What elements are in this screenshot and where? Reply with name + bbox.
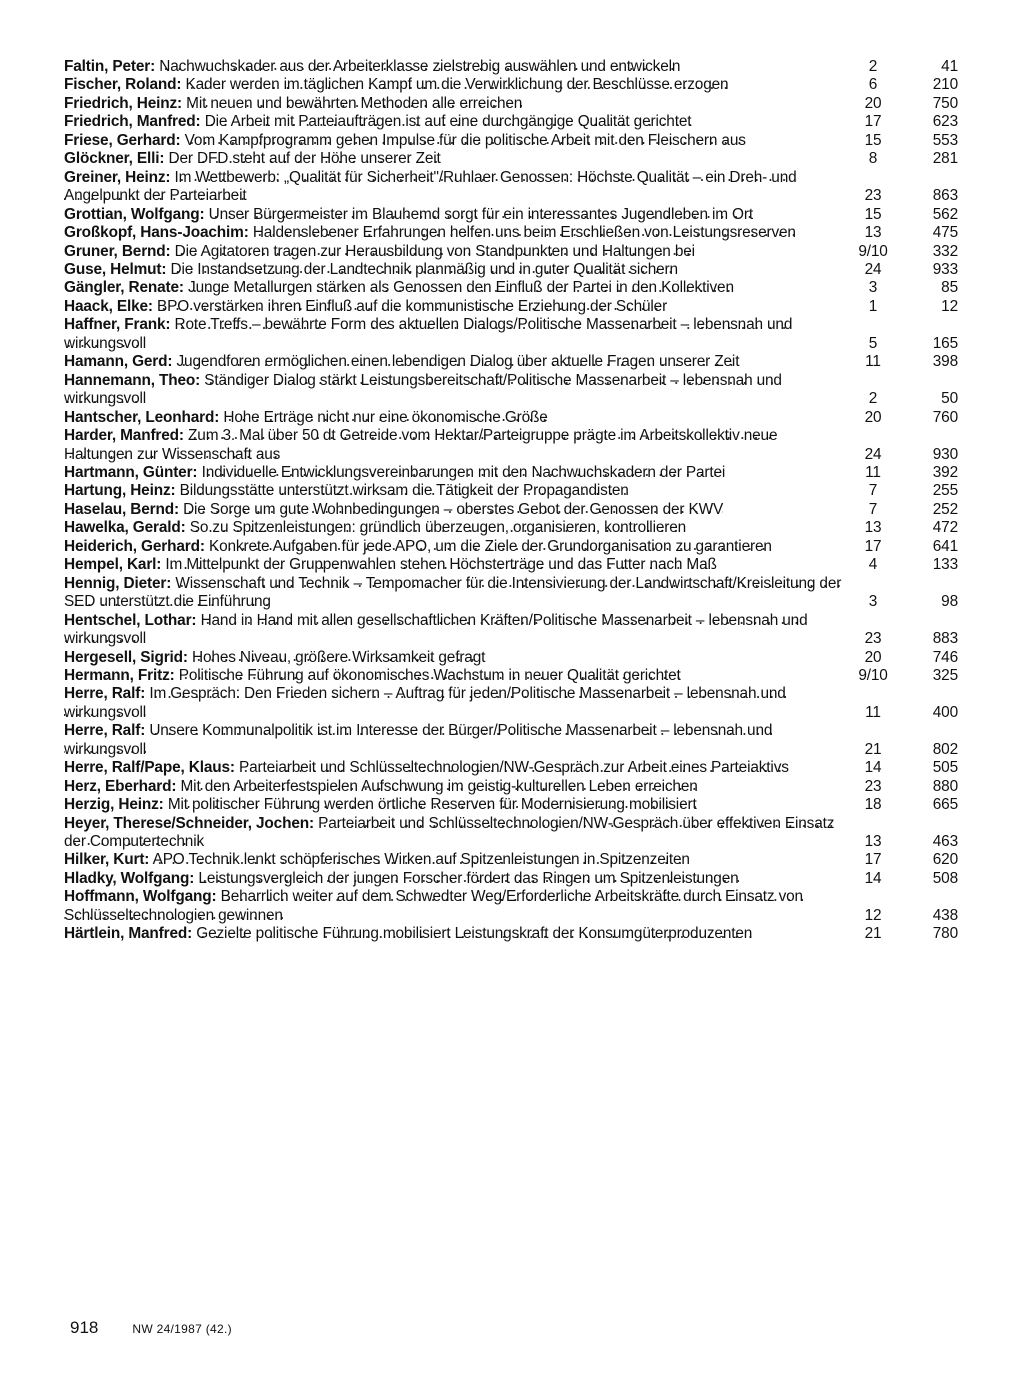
entry-author: Heyer, Therese/Schneider, Jochen: [64, 814, 314, 832]
index-entry [64, 298, 964, 316]
index-entry [64, 501, 964, 519]
entry-page: 252 [932, 500, 958, 518]
entry-issue: 21 [864, 925, 882, 943]
entry-text [64, 169, 842, 206]
index-entry [64, 888, 964, 925]
entry-title: Unsere Kommunalpolitik ist im Interesse der Bürger/Politische Massenarbeit – lebensnah und wirkungsvoll [64, 722, 773, 758]
entry-title: Individuelle Entwicklungsvereinbarungen mit den Nachwuchskadern der Partei [201, 463, 726, 481]
author-index-list [64, 58, 964, 944]
entry-issue: 23 [864, 777, 882, 795]
index-entry [64, 575, 964, 612]
page-number: 918 [70, 1318, 99, 1337]
entry-title: Bildungsstätte unterstützt wirksam die Tätigkeit der Propagandisten [179, 482, 629, 500]
entry-issue: 23 [864, 630, 882, 648]
entry-text [64, 279, 842, 297]
entry-page: 12 [941, 297, 958, 315]
entry-title: Politische Führung auf ökonomisches Wachstum in neuer Qualität gerichtet [178, 666, 681, 684]
entry-title: Beharrlich weiter auf dem Schwedter Weg/Erforderliche Arbeitskräfte durch Einsatz von Schlüsseltechnologien gewinnen [64, 888, 803, 924]
index-entry [64, 261, 964, 279]
entry-text [64, 464, 842, 482]
entry-issue: 18 [864, 796, 882, 814]
entry-author: Greiner, Heinz: [64, 168, 171, 186]
entry-issue: 13 [864, 833, 882, 851]
entry-title: Parteiarbeit und Schlüsseltechnologien/NW-Gespräch zur Arbeit eines Parteiaktivs [239, 759, 789, 777]
index-entry [64, 58, 964, 76]
entry-author: Gruner, Bernd: [64, 242, 171, 260]
entry-text [64, 206, 842, 224]
entry-text [64, 113, 842, 131]
entry-author: Friese, Gerhard: [64, 131, 181, 149]
entry-author: Glöckner, Elli: [64, 150, 165, 168]
entry-issue: 11 [865, 353, 881, 371]
entry-author: Herre, Ralf: [64, 722, 146, 740]
entry-title: Die Agitatoren tragen zur Herausbildung von Standpunkten und Haltungen bei [174, 242, 695, 260]
entry-page: 398 [932, 353, 958, 371]
entry-page: 665 [932, 796, 958, 814]
entry-issue: 23 [864, 187, 882, 205]
entry-issue: 17 [864, 537, 882, 555]
entry-text [64, 427, 842, 464]
index-entry [64, 169, 964, 206]
index-entry [64, 95, 964, 113]
entry-text [64, 409, 842, 427]
entry-author: Hennig, Dieter: [64, 574, 172, 592]
entry-page: 438 [932, 906, 958, 924]
entry-title: Rote Treffs – bewährte Form des aktuellen Dialogs/Politische Massenarbeit – lebensnah und wirkungsvoll [64, 316, 793, 352]
entry-issue: 3 [868, 279, 878, 297]
entry-author: Friedrich, Heinz: [64, 94, 183, 112]
entry-title: Im Gespräch: Den Frieden sichern – Auftrag für jeden/Politische Massenarbeit – lebensnah und wirkungsvoll [64, 685, 786, 721]
entry-page: 98 [941, 593, 958, 611]
entry-title: Haldenslebener Erfahrungen helfen uns beim Erschließen von Leistungsreserven [252, 224, 796, 242]
entry-issue: 6 [868, 76, 878, 94]
entry-text [64, 685, 842, 722]
entry-issue: 21 [864, 740, 882, 758]
entry-text [64, 372, 842, 409]
entry-title: Der DFD steht auf der Höhe unserer Zeit [168, 150, 441, 168]
index-entry [64, 519, 964, 537]
entry-text [64, 224, 842, 242]
index-entry [64, 279, 964, 297]
index-entry [64, 132, 964, 150]
entry-title: Kader werden im täglichen Kampf um die Verwirklichung der Beschlüsse erzogen [185, 76, 729, 94]
entry-page: 210 [932, 76, 958, 94]
entry-text [64, 482, 842, 500]
entry-issue: 17 [864, 113, 882, 131]
entry-page: 620 [932, 851, 958, 869]
entry-text [64, 870, 842, 888]
entry-title: So zu Spitzenleistungen: gründlich überzeugen, organisieren, kontrollieren [189, 519, 687, 537]
entry-title: Mit politischer Führung werden örtliche Reserven für Modernisierung mobilisiert [167, 796, 697, 814]
index-entry [64, 243, 964, 261]
index-entry [64, 76, 964, 94]
entry-author: Faltin, Peter: [64, 58, 156, 75]
entry-author: Haffner, Frank: [64, 316, 171, 334]
entry-issue: 15 [864, 205, 882, 223]
entry-issue: 2 [868, 390, 878, 408]
entry-text [64, 150, 842, 168]
entry-issue: 1 [868, 297, 878, 315]
entry-text [64, 888, 842, 925]
entry-page: 165 [932, 334, 958, 352]
index-entry [64, 796, 964, 814]
entry-page: 746 [932, 648, 958, 666]
entry-page: 562 [932, 205, 958, 223]
entry-issue: 3 [868, 593, 878, 611]
entry-text [64, 298, 842, 316]
index-entry [64, 409, 964, 427]
index-entry [64, 851, 964, 869]
entry-issue: 24 [864, 260, 882, 278]
entry-text [64, 815, 842, 852]
entry-page: 133 [932, 556, 958, 574]
entry-page: 508 [932, 869, 958, 887]
entry-author: Herz, Eberhard: [64, 777, 177, 795]
entry-page: 475 [932, 224, 958, 242]
entry-text [64, 58, 842, 76]
entry-page: 780 [932, 925, 958, 943]
entry-author: Haselau, Bernd: [64, 500, 179, 518]
entry-author: Herre, Ralf/Pape, Klaus: [64, 759, 235, 777]
entry-page: 883 [932, 630, 958, 648]
entry-page: 400 [932, 703, 958, 721]
entry-issue: 4 [868, 556, 878, 574]
entry-text [64, 556, 842, 574]
entry-text [64, 759, 842, 777]
entry-author: Hartung, Heinz: [64, 482, 176, 500]
entry-issue: 9/10 [858, 666, 888, 684]
entry-author: Guse, Helmut: [64, 260, 167, 278]
entry-issue: 8 [868, 150, 878, 168]
entry-title: Mit den Arbeiterfestspielen Aufschwung im geistig-kulturellen Leben erreichen [180, 777, 698, 795]
index-entry [64, 815, 964, 852]
entry-author: Heiderich, Gerhard: [64, 537, 205, 555]
page-footer [70, 1318, 232, 1338]
entry-title: Die Instandsetzung der Landtechnik planmäßig und in guter Qualität sichern [170, 260, 678, 278]
entry-issue: 7 [868, 500, 878, 518]
entry-issue: 17 [864, 851, 882, 869]
entry-author: Hentschel, Lothar: [64, 611, 197, 629]
index-entry [64, 925, 964, 943]
entry-text [64, 243, 842, 261]
entry-text [64, 612, 842, 649]
entry-author: Hartmann, Günter: [64, 463, 198, 481]
entry-author: Hoffmann, Wolfgang: [64, 888, 217, 906]
entry-author: Friedrich, Manfred: [64, 113, 201, 131]
entry-text [64, 538, 842, 556]
entry-title: Hand in Hand mit allen gesellschaftlichen Kräften/Politische Massenarbeit – lebensnah und wirkungsvoll [64, 611, 808, 648]
index-entry [64, 722, 964, 759]
entry-issue: 11 [865, 463, 881, 481]
entry-text [64, 132, 842, 150]
entry-issue: 2 [868, 58, 878, 75]
entry-title: Hohe Erträge nicht nur eine ökonomische Größe [223, 408, 548, 426]
entry-author: Hannemann, Theo: [64, 371, 201, 389]
entry-author: Großkopf, Hans-Joachim: [64, 224, 249, 242]
entry-page: 255 [932, 482, 958, 500]
entry-page: 505 [932, 759, 958, 777]
entry-issue: 12 [864, 906, 882, 924]
entry-issue: 20 [864, 648, 882, 666]
index-entry [64, 612, 964, 649]
index-entry [64, 649, 964, 667]
index-entry [64, 556, 964, 574]
entry-page: 281 [932, 150, 958, 168]
entry-issue: 5 [868, 334, 878, 352]
entry-title: Zum 3. Mal über 50 dt Getreide vom Hektar/Parteigruppe prägte im Arbeitskollektiv neue Haltungen zur Wissenschaft aus [64, 427, 778, 463]
entry-page: 930 [932, 445, 958, 463]
entry-page: 641 [932, 537, 958, 555]
index-entry [64, 353, 964, 371]
entry-page: 392 [932, 463, 958, 481]
entry-author: Hermann, Fritz: [64, 666, 175, 684]
entry-page: 623 [932, 113, 958, 131]
entry-title: Die Sorge um gute Wohnbedingungen – oberstes Gebot der Genossen der KWV [183, 500, 724, 518]
entry-issue: 20 [864, 408, 882, 426]
entry-title: Hohes Niveau, größere Wirksamkeit gefragt [192, 648, 486, 666]
entry-author: Hergesell, Sigrid: [64, 648, 188, 666]
index-entry [64, 759, 964, 777]
entry-author: Härtlein, Manfred: [64, 925, 193, 943]
entry-author: Grottian, Wolfgang: [64, 205, 205, 223]
entry-title: Vom Kampfprogramm gehen Impulse für die politische Arbeit mit den Fleischern aus [184, 131, 746, 149]
entry-author: Haack, Elke: [64, 297, 153, 315]
entry-issue: 13 [864, 224, 882, 242]
entry-page: 50 [941, 390, 958, 408]
entry-title: Parteiarbeit und Schlüsseltechnologien/NW-Gespräch über effektiven Einsatz der Computertechnik [64, 814, 835, 851]
entry-text [64, 925, 842, 943]
entry-text [64, 501, 842, 519]
entry-title: Die Arbeit mit Parteiaufträgen ist auf eine durchgängige Qualität gerichtet [204, 113, 692, 131]
entry-author: Hempel, Karl: [64, 556, 162, 574]
index-entry [64, 870, 964, 888]
index-entry [64, 372, 964, 409]
index-entry [64, 113, 964, 131]
entry-title: Unser Bürgermeister im Blauhemd sorgt für ein interessantes Jugendleben im Ort [208, 205, 753, 223]
entry-author: Herzig, Heinz: [64, 796, 164, 814]
entry-title: Ständiger Dialog stärkt Leistungsbereitschaft/Politische Massenarbeit – lebensnah und wirkungsvoll [64, 371, 782, 408]
entry-page: 880 [932, 777, 958, 795]
entry-issue: 24 [864, 445, 882, 463]
index-entry [64, 482, 964, 500]
entry-page: 863 [932, 187, 958, 205]
index-entry [64, 427, 964, 464]
entry-text [64, 796, 842, 814]
entry-title: Junge Metallurgen stärken als Genossen den Einfluß der Partei in den Kollektiven [188, 279, 734, 297]
entry-author: Hantscher, Leonhard: [64, 408, 220, 426]
entry-text [64, 667, 842, 685]
entry-author: Hawelka, Gerald: [64, 519, 186, 537]
entry-author: Harder, Manfred: [64, 427, 184, 445]
entry-page: 802 [932, 740, 958, 758]
entry-title: Leistungsvergleich der jungen Forscher fördert das Ringen um Spitzenleistungen [198, 869, 739, 887]
entry-author: Herre, Ralf: [64, 685, 146, 703]
entry-issue: 7 [868, 482, 878, 500]
index-entry [64, 150, 964, 168]
entry-text [64, 851, 842, 869]
entry-page: 760 [932, 408, 958, 426]
entry-text [64, 519, 842, 537]
entry-text [64, 778, 842, 796]
entry-title: Wissenschaft und Technik – Tempomacher für die Intensivierung der Landwirtschaft/Kreisleitung der SED unterstützt die Einführung [64, 574, 842, 611]
entry-text [64, 353, 842, 371]
entry-text [64, 649, 842, 667]
entry-page: 933 [932, 260, 958, 278]
index-entry [64, 667, 964, 685]
entry-author: Fischer, Roland: [64, 76, 182, 94]
entry-title: Jugendforen ermöglichen einen lebendigen Dialog über aktuelle Fragen unserer Zeit [176, 353, 740, 371]
entry-issue: 9/10 [858, 242, 888, 260]
entry-issue: 14 [864, 869, 882, 887]
entry-page: 85 [941, 279, 958, 297]
index-entry [64, 538, 964, 556]
index-entry [64, 316, 964, 353]
entry-title: APO Technik lenkt schöpferisches Wirken auf Spitzenleistungen in Spitzenzeiten [152, 851, 690, 869]
index-entry [64, 464, 964, 482]
entry-issue: 20 [864, 94, 882, 112]
entry-page: 750 [932, 94, 958, 112]
entry-issue: 13 [864, 519, 882, 537]
entry-title: Mit neuen und bewährten Methoden alle erreichen [186, 94, 523, 112]
entry-title: Im Mittelpunkt der Gruppenwahlen stehen Höchsterträge und das Futter nach Maß [165, 556, 717, 574]
source-line: NW 24/1987 (42.) [132, 1322, 232, 1336]
entry-page: 472 [932, 519, 958, 537]
entry-page: 325 [932, 666, 958, 684]
entry-author: Hamann, Gerd: [64, 353, 173, 371]
entry-issue: 11 [865, 703, 881, 721]
index-entry [64, 224, 964, 242]
entry-text [64, 722, 842, 759]
entry-text [64, 261, 842, 279]
entry-title: Gezielte politische Führung mobilisiert Leistungskraft der Konsumgüterproduzenten [196, 925, 753, 943]
index-entry [64, 685, 964, 722]
entry-text [64, 316, 842, 353]
entry-text [64, 95, 842, 113]
entry-title: Im Wettbewerb: „Qualität für Sicherheit"/Ruhlaer Genossen: Höchste Qualität – ein Dreh- und Angelpunkt der Parteiarbeit [64, 168, 797, 205]
entry-text [64, 76, 842, 94]
entry-title: Nachwuchskader aus der Arbeiterklasse zielstrebig auswählen und entwickeln [159, 58, 681, 75]
entry-author: Hilker, Kurt: [64, 851, 150, 869]
index-entry [64, 206, 964, 224]
entry-issue: 15 [864, 131, 882, 149]
entry-page: 463 [932, 833, 958, 851]
entry-author: Gängler, Renate: [64, 279, 184, 297]
entry-page: 41 [941, 58, 958, 75]
entry-text [64, 575, 842, 612]
entry-page: 553 [932, 131, 958, 149]
entry-title: Konkrete Aufgaben für jede APO, um die Ziele der Grundorganisation zu garantieren [208, 537, 772, 555]
entry-issue: 14 [864, 759, 882, 777]
entry-title: BPO verstärken ihren Einfluß auf die kommunistische Erziehung der Schüler [157, 297, 668, 315]
entry-page: 332 [932, 242, 958, 260]
index-entry [64, 778, 964, 796]
entry-author: Hladky, Wolfgang: [64, 869, 195, 887]
